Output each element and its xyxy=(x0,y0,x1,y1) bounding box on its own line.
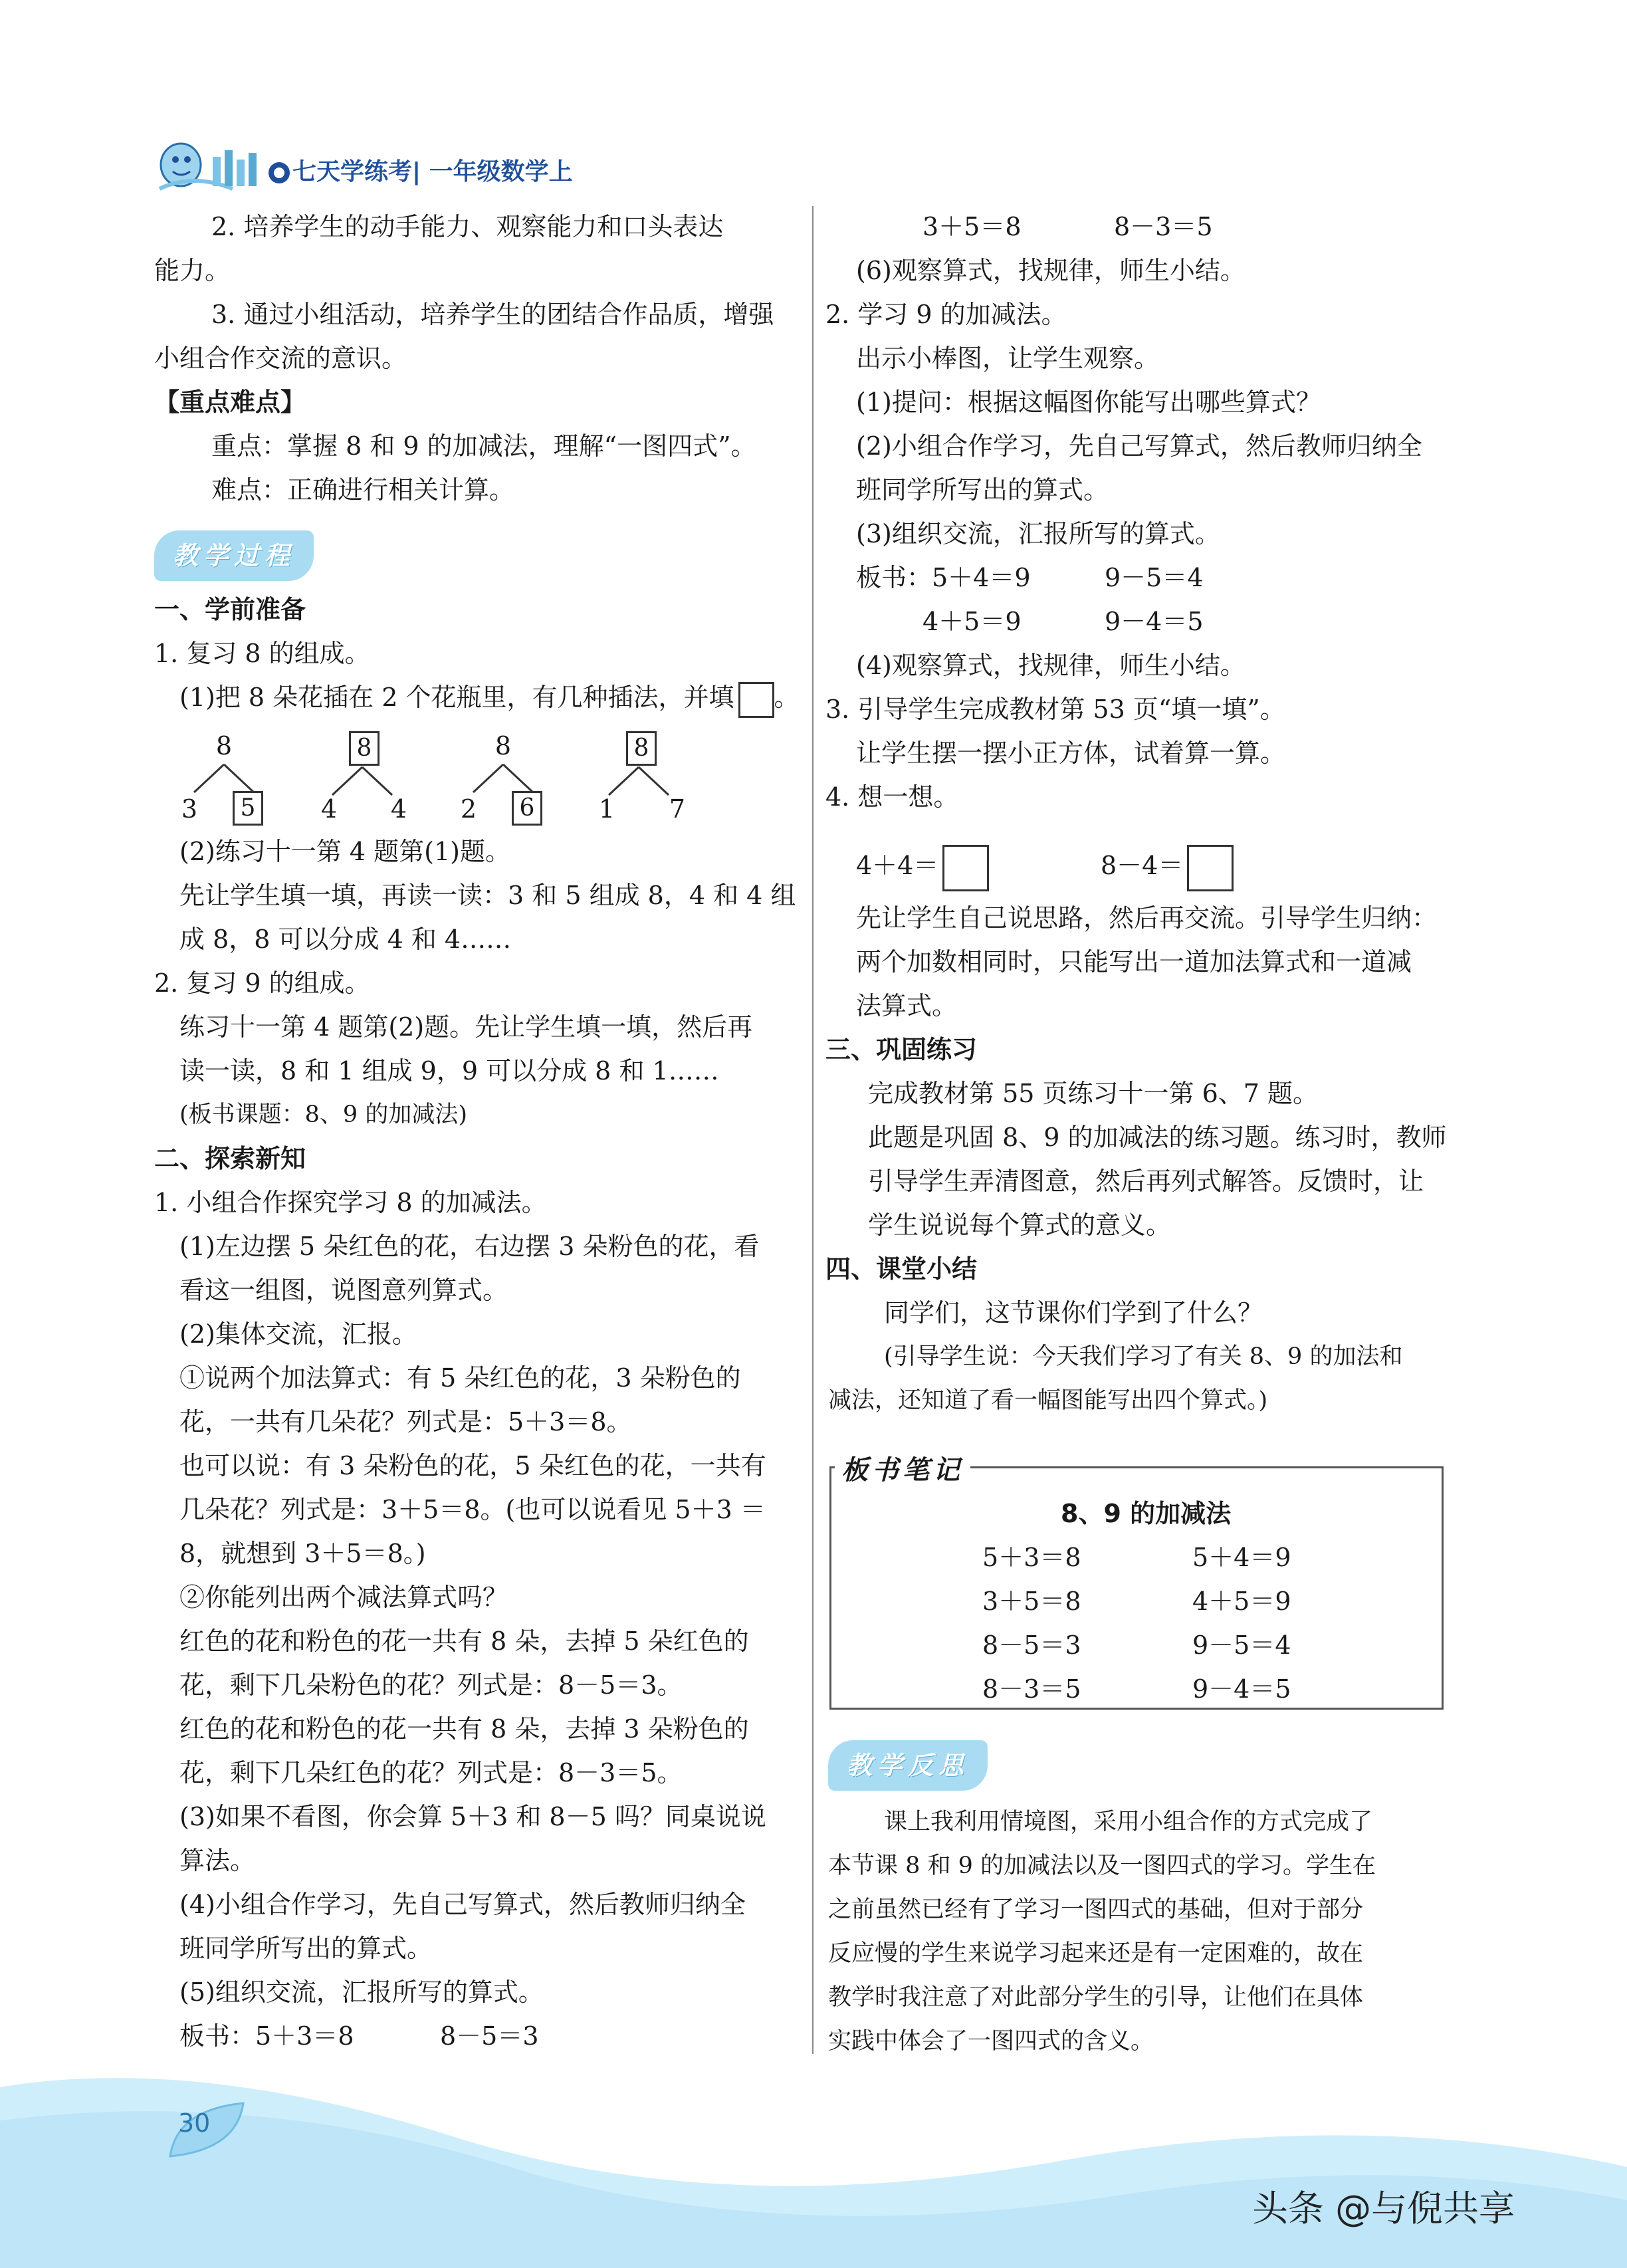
right-line-4: 出示小棒图，让学生观察。 xyxy=(856,344,1160,373)
board-eq-r2c2: 4＋5＝9 xyxy=(1192,1587,1291,1616)
right-board-eq-9b: 9－5＝4 xyxy=(1105,563,1204,592)
watermark: 头条 @与倪共享 xyxy=(1252,2188,1515,2229)
board-eq-sub: 8－5＝3 xyxy=(440,2021,539,2051)
goal-2-line-1: 2. 培养学生的动手能力、观察能力和口头表达 xyxy=(211,212,724,241)
think-eq-2-text: 8－4＝ xyxy=(1101,851,1184,880)
left-line-21: 花，剩下几朵粉色的花？列式是：8－5＝3。 xyxy=(179,1670,683,1700)
right-line-11: (4)观察算式，找规律，师生小结。 xyxy=(856,651,1246,680)
board-notes-label: 板书笔记 xyxy=(835,1449,970,1487)
right-line-19: 完成教材第 55 页练习十一第 6、7 题。 xyxy=(868,1079,1319,1108)
footer-wave xyxy=(0,2061,1627,2268)
reflection-line-4: 反应慢的学生来说学习起来还是有一定困难的，故在 xyxy=(828,1940,1364,1967)
right-line-23: 同学们，这节课你们学到了什么？ xyxy=(884,1298,1263,1327)
left-line-7: 练习十一第 4 题第(2)题。先让学生填一填，然后再 xyxy=(179,1012,753,1042)
learn-9-heading: 2. 学习 9 的加减法。 xyxy=(825,300,1067,329)
reflection-line-3: 之前虽然已经有了学习一图四式的基础，但对于部分 xyxy=(828,1896,1364,1923)
right-line-5: (1)提问：根据这幅图你能写出哪些算式？ xyxy=(856,388,1321,417)
reflection-line-5: 教学时我注意了对此部分学生的引导，让他们在具体 xyxy=(828,1984,1364,2011)
tree-2-left: 4 xyxy=(320,794,338,824)
board-title: 8、9 的加减法 xyxy=(1061,1499,1232,1528)
left-line-12: 看这一组图，说图意列算式。 xyxy=(179,1276,508,1305)
tree-1-right-box: 5 xyxy=(233,791,263,826)
right-board-eq-9a: 板书：5＋4＝9 xyxy=(856,563,1031,592)
goal-3-line-1: 3. 通过小组活动，培养学生的团结合作品质，增强 xyxy=(211,300,774,329)
left-line-17: 几朵花？列式是：3＋5＝8。(也可以说看见 5＋3 ＝ xyxy=(179,1495,766,1524)
left-line-16: 也可以说：有 3 朵粉色的花，5 朵红色的花，一共有 xyxy=(179,1451,766,1480)
left-line-4: 先让学生填一填，再读一读：3 和 5 组成 8，4 和 4 组 xyxy=(179,881,796,910)
left-line-27: 班同学所写出的算式。 xyxy=(179,1934,433,1963)
board-eq-r1c1: 5＋3＝8 xyxy=(982,1543,1081,1572)
goal-3-line-2: 小组合作交流的意识。 xyxy=(154,344,407,373)
section-2-heading: 二、探索新知 xyxy=(154,1144,306,1173)
right-line-12: 3. 引导学生完成教材第 53 页“填一填”。 xyxy=(825,695,1285,724)
right-line-13: 让学生摆一摆小正方体，试着算一算。 xyxy=(856,738,1286,768)
page-number: 30 xyxy=(178,2108,211,2138)
board-eq-r4c2: 9－4＝5 xyxy=(1192,1674,1291,1704)
left-line-18: 8，就想到 3＋5＝8。) xyxy=(179,1539,426,1568)
tree-3-right-box: 6 xyxy=(512,791,542,826)
left-line-11: (1)左边摆 5 朵红色的花，右边摆 3 朵粉色的花，看 xyxy=(179,1232,760,1261)
right-line-16: 先让学生自己说思路，然后再交流。引导学生归纳： xyxy=(856,903,1438,933)
right-line-2: (6)观察算式，找规律，师生小结。 xyxy=(856,256,1246,285)
board-eq-r1c2: 5＋4＝9 xyxy=(1192,1543,1291,1572)
right-eq-1b: 8－3＝5 xyxy=(1114,212,1213,241)
teaching-reflection-ribbon: 教学反思 xyxy=(828,1740,988,1791)
left-line-20: 红色的花和粉色的花一共有 8 朵，去掉 5 朵红色的 xyxy=(179,1627,749,1656)
reflection-line-2: 本节课 8 和 9 的加减法以及一图四式的学习。学生在 xyxy=(828,1853,1376,1879)
tree-1-top: 8 xyxy=(215,731,233,760)
right-line-22: 学生说说每个算式的意义。 xyxy=(868,1210,1172,1240)
keypoint-text: 重点：掌握 8 和 9 的加减法，理解“一图四式”。 xyxy=(211,431,756,461)
left-line-15: 花，一共有几朵花？列式是：5＋3＝8。 xyxy=(179,1407,632,1436)
answer-box xyxy=(738,682,774,718)
left-line-23: 花，剩下几朵红色的花？列式是：8－3＝5。 xyxy=(179,1758,683,1787)
section-1-heading: 一、学前准备 xyxy=(154,595,306,624)
left-line-22: 红色的花和粉色的花一共有 8 朵，去掉 3 朵粉色的 xyxy=(179,1714,749,1744)
right-line-6: (2)小组合作学习，先自己写算式，然后教师归纳全 xyxy=(856,431,1422,461)
tree-4-top-box: 8 xyxy=(626,731,657,766)
review-8-heading: 1. 复习 8 的组成。 xyxy=(154,639,370,668)
tree-3-top: 8 xyxy=(494,731,512,760)
exercise-11-q4-1: (2)练习十一第 4 题第(1)题。 xyxy=(179,837,510,866)
vase-question-text: (1)把 8 朵花插在 2 个花瓶里，有几种插法，并填 xyxy=(179,683,734,712)
think-eq-2 xyxy=(1101,839,1234,892)
tree-4-left: 1 xyxy=(598,794,615,824)
explore-8-heading: 1. 小组合作探究学习 8 的加减法。 xyxy=(154,1188,547,1217)
right-line-25: 减法，还知道了看一幅图能写出四个算式。) xyxy=(828,1387,1268,1414)
section-4-heading: 四、课堂小结 xyxy=(825,1254,978,1284)
right-line-21: 引导学生弄清图意，然后再列式解答。反馈时，让 xyxy=(868,1167,1424,1196)
reflection-line-6: 实践中体会了一图四式的含义。 xyxy=(828,2028,1154,2055)
right-line-24: (引导学生说：今天我们学习了有关 8、9 的加法和 xyxy=(884,1343,1403,1370)
left-line-8: 读一读，8 和 1 组成 9，9 可以分成 8 和 1…… xyxy=(179,1056,719,1085)
left-line-26: (4)小组合作学习，先自己写算式，然后教师归纳全 xyxy=(179,1890,746,1919)
right-board-eq-10b: 9－4＝5 xyxy=(1105,607,1204,636)
difficulty-text: 难点：正确进行相关计算。 xyxy=(211,475,515,505)
right-line-7: 班同学所写出的算式。 xyxy=(856,475,1109,505)
left-line-14: ①说两个加法算式：有 5 朵红色的花，3 朵粉色的 xyxy=(179,1363,741,1393)
think-eq-1-box xyxy=(942,845,989,891)
header-bar xyxy=(153,133,671,193)
left-line-24: (3)如果不看图，你会算 5＋3 和 8－5 吗？同桌说说 xyxy=(179,1802,766,1831)
board-eq-r3c2: 9－5＝4 xyxy=(1192,1631,1291,1660)
review-9-heading: 2. 复习 9 的组成。 xyxy=(154,968,370,998)
board-eq-r4c1: 8－3＝5 xyxy=(982,1674,1081,1704)
left-line-13: (2)集体交流，汇报。 xyxy=(179,1319,417,1349)
right-line-18: 法算式。 xyxy=(856,991,958,1020)
vase-question-end: 。 xyxy=(774,683,800,712)
tree-2-top-box: 8 xyxy=(349,731,380,766)
book-title: 七天学练考| 一年级数学上 xyxy=(292,158,573,185)
right-line-8: (3)组织交流，汇报所写的算式。 xyxy=(856,519,1220,548)
left-line-19: ②你能列出两个减法算式吗？ xyxy=(179,1583,508,1612)
left-line-28: (5)组织交流，汇报所写的算式。 xyxy=(179,1978,544,2007)
tree-3-left: 2 xyxy=(460,794,477,824)
think-eq-2-box xyxy=(1187,845,1234,891)
keypoints-heading: 【重点难点】 xyxy=(154,388,306,417)
tree-2-right: 4 xyxy=(390,794,407,824)
right-eq-1a: 3＋5＝8 xyxy=(922,212,1022,241)
section-3-heading: 三、巩固练习 xyxy=(825,1035,978,1064)
board-eq-r2c1: 3＋5＝8 xyxy=(982,1587,1081,1616)
tree-1-left: 3 xyxy=(181,794,198,824)
teaching-process-ribbon: 教学过程 xyxy=(154,530,314,581)
think-heading: 4. 想一想。 xyxy=(825,782,959,812)
board-topic-note: (板书课题：8、9 的加减法) xyxy=(179,1101,467,1128)
right-line-20: 此题是巩固 8、9 的加减法的练习题。练习时，教师 xyxy=(868,1123,1447,1152)
vase-question xyxy=(179,675,800,719)
goal-2-line-2: 能力。 xyxy=(154,256,231,285)
think-eq-1-text: 4＋4＝ xyxy=(856,851,939,880)
think-eq-1 xyxy=(856,839,989,892)
right-line-17: 两个加数相同时，只能写出一道加法算式和一道减 xyxy=(856,947,1412,976)
board-eq-add: 板书：5＋3＝8 xyxy=(179,2021,354,2051)
left-line-25: 算法。 xyxy=(179,1846,256,1875)
board-eq-r3c1: 8－5＝3 xyxy=(982,1631,1081,1660)
right-board-eq-10a: 4＋5＝9 xyxy=(922,607,1022,636)
left-line-5: 成 8，8 可以分成 4 和 4…… xyxy=(179,925,512,954)
tree-4-right: 7 xyxy=(669,794,686,824)
column-divider xyxy=(812,206,814,2054)
reflection-line-1: 课上我利用情境图，采用小组合作的方式完成了 xyxy=(884,1809,1373,1835)
